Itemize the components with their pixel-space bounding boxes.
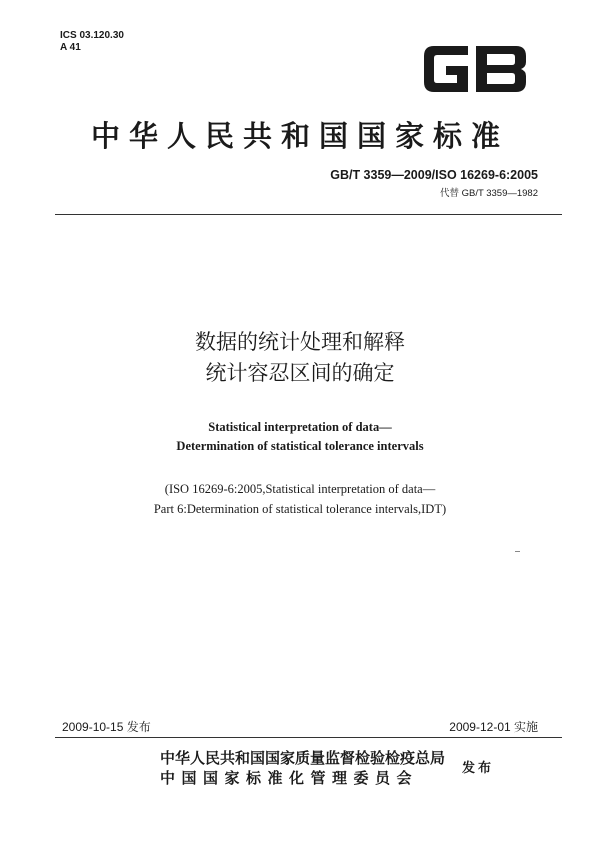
scan-mark xyxy=(515,551,520,552)
issuer-sac: 中国国家标准化管理委员会 xyxy=(160,769,419,787)
chinese-title xyxy=(0,327,600,389)
ccs-code: A 41 xyxy=(60,42,81,53)
replaces-standard: 代替 GB/T 3359—1982 xyxy=(439,188,538,199)
issue-date: 2009-10-15 发布 xyxy=(62,720,151,734)
issuer-aqsiq: 中华人民共和国国家质量监督检验检疫总局 xyxy=(160,749,446,767)
issuing-authorities xyxy=(160,748,445,788)
iso-reference-line1: (ISO 16269-6:2005,Statistical interpretation of data— xyxy=(164,482,436,496)
english-title xyxy=(0,418,600,456)
implementation-date: 2009-12-01 实施 xyxy=(449,720,538,734)
gb-logo xyxy=(420,40,532,98)
ics-code: ICS 03.120.30 xyxy=(60,30,124,41)
iso-reference-line2: Part 6:Determination of statistical tolerance intervals,IDT) xyxy=(153,502,447,516)
top-divider xyxy=(55,214,562,215)
main-title: 中华人民共和国国家标准 xyxy=(90,119,509,153)
classification-codes xyxy=(60,30,124,54)
chinese-title-line1: 数据的统计处理和解释 xyxy=(195,330,405,354)
publish-label: 发布 xyxy=(462,761,495,776)
chinese-title-line2: 统计容忍区间的确定 xyxy=(205,361,395,385)
iso-reference xyxy=(0,479,600,519)
standard-number: GB/T 3359—2009/ISO 16269-6:2005 xyxy=(330,168,538,182)
english-title-line2: Determination of statistical tolerance intervals xyxy=(176,439,424,453)
bottom-divider xyxy=(55,737,562,738)
english-title-line1: Statistical interpretation of data— xyxy=(208,420,392,434)
